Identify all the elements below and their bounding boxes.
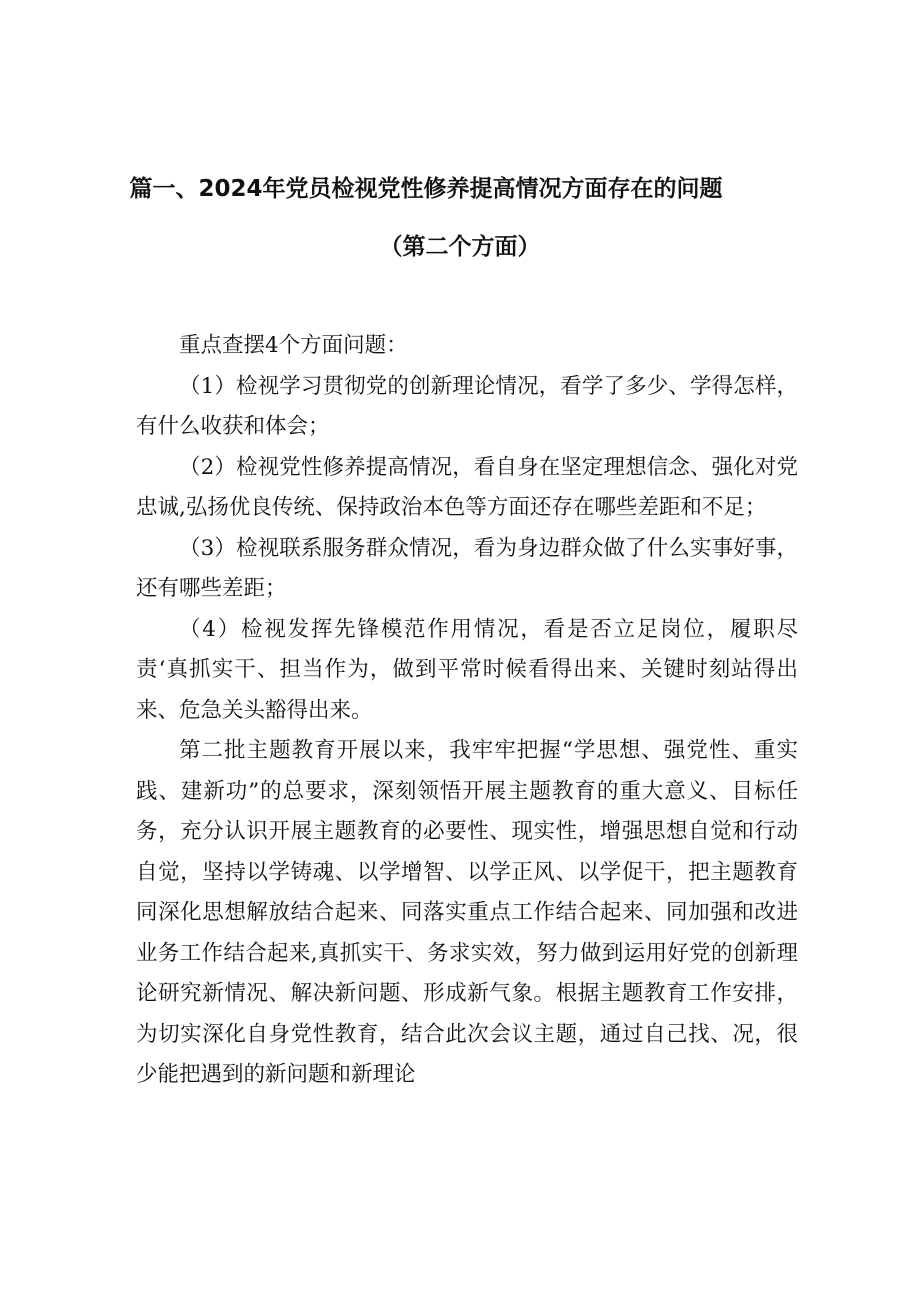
document-subtitle: （第二个方面） (379, 234, 541, 260)
paragraph-intro: 重点查摆4个方面问题： (179, 333, 408, 358)
paragraph-item-1: （1）检视学习贯彻党的创新理论情况，看学了多少、学得怎样，有什么收获和体会； (136, 373, 798, 439)
paragraph-main: 第二批主题教育开展以来，我牢牢把握“学思想、强党性、重实践、建新功”的总要求，深刻领悟开展主题教育的重大意义、目标任务，充分认识开展主题教育的必要性、现实性，增强思想自觉和行动自觉，坚持以学铸魂、以学增智、以学正风、以学促干，把主题教育同深化思想解放结合起来、同落实重点工作结合起来、同加强和改进业务工作结合起来,真抓实干、务求实效，努力做到运用好党的创新理论研究新情况、解决新问题、形成新气象。根据主题教育工作安排，为切实深化自身党性教育，结合此次会议主题，通过自己找、况，很少能把遇到的新问题和新理论 (136, 738, 798, 1087)
document-title: 篇一、2024年党员检视党性修养提高情况方面存在的问题 (129, 176, 723, 202)
paragraph-item-4: （4）检视发挥先锋模范作用情况，看是否立足岗位，履职尽责‘真抓实干、担当作为，做到平常时候看得出来、关键时刻站得出来、危急关头豁得出来。 (136, 616, 798, 723)
document-body (136, 326, 798, 1096)
paragraph-item-2: （2）检视党性修养提高情况，看自身在坚定理想信念、强化对党忠诚,弘扬优良传统、保持政治本色等方面还存在哪些差距和不足； (136, 454, 798, 520)
paragraph-item-3: （3）检视联系服务群众情况，看为身边群众做了什么实事好事，还有哪些差距； (136, 535, 798, 601)
